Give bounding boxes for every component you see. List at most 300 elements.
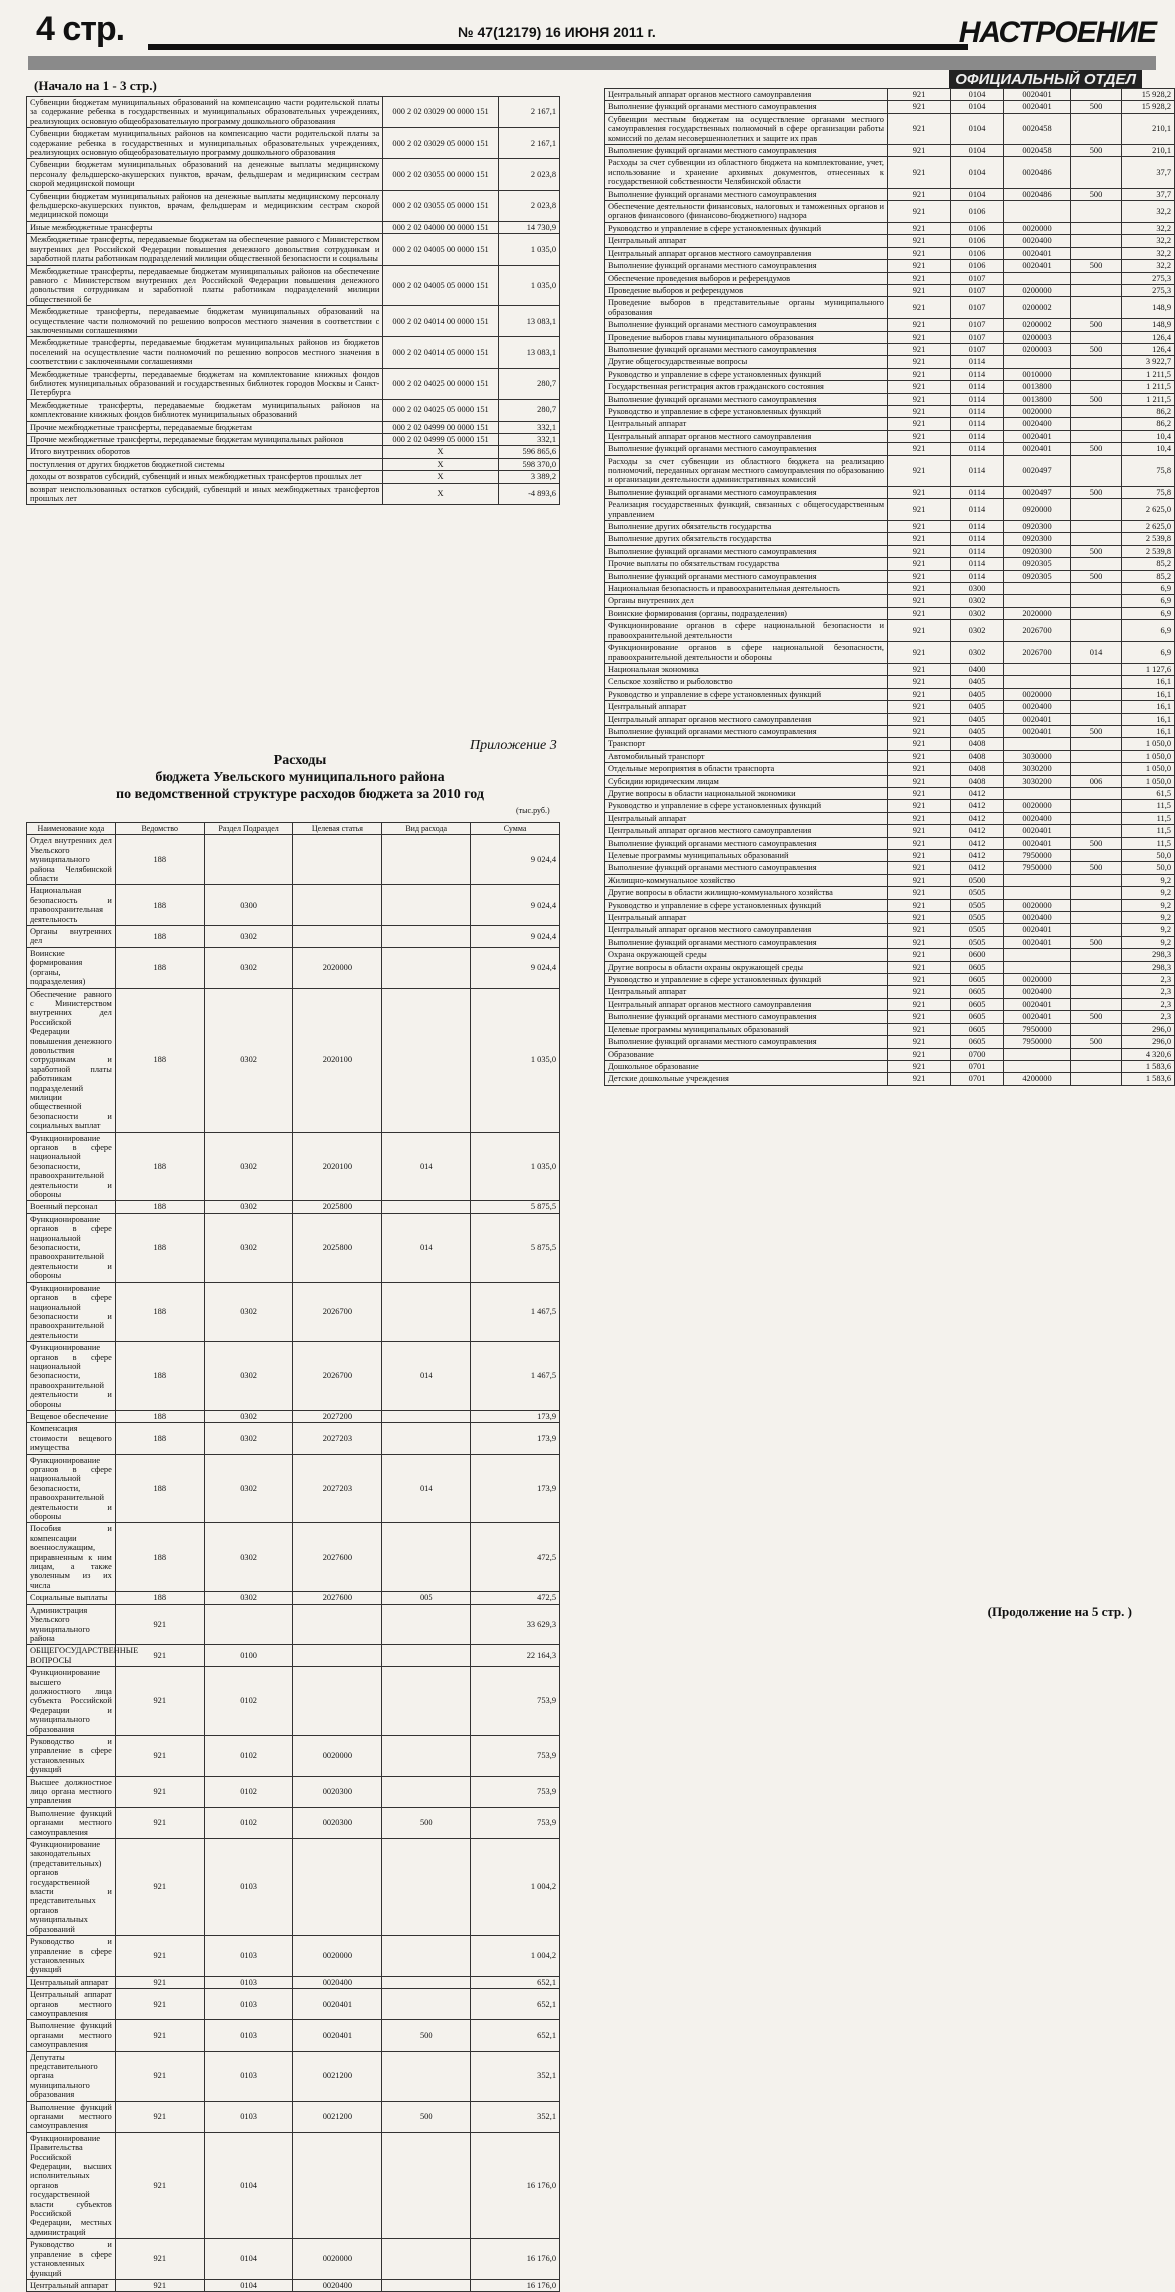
table-row [605,455,1175,486]
table-row [27,421,560,433]
table-cell: 0405 [951,688,1004,700]
table-cell: 500 [1071,725,1122,737]
table-cell: 921 [115,1936,204,1977]
table-row [27,988,560,1132]
table-cell: 0700 [951,1048,1004,1060]
table-row [27,306,560,337]
table-cell: Проведение выборов главы муниципального образования [605,331,888,343]
table-row [605,607,1175,619]
table-cell: 921 [888,713,951,725]
table-row [27,2239,560,2280]
table-cell: 014 [1071,642,1122,664]
table-cell: 921 [115,1976,204,1988]
table-cell: Выполнение функций органами местного самоуправления [605,343,888,355]
table-cell [1071,738,1122,750]
table-cell: 7950000 [1004,1023,1071,1035]
table-cell: 921 [888,235,951,247]
table-cell: 921 [888,775,951,787]
table-row [605,676,1175,688]
table-cell: 2026700 [1004,642,1071,664]
table-cell: 000 2 02 04999 00 0000 151 [383,421,498,433]
table-row [605,701,1175,713]
table-row [27,1645,560,1667]
table-cell: Национальная безопасность и правоохранительная деятельность [27,885,116,926]
table-row [605,356,1175,368]
table-cell: 61,5 [1122,787,1175,799]
table-cell: 210,1 [1122,113,1175,144]
table-cell: Выполнение функций органами местного самоуправления [605,862,888,874]
table-row [27,1213,560,1282]
table-cell: 6,9 [1122,583,1175,595]
table-cell: 921 [888,974,951,986]
table-row [605,558,1175,570]
table-cell: 13 083,1 [498,306,559,337]
table-cell: Расходы за счет субвенции из областного бюджета на реализацию полномочий, переданных органам местного самоуправления по образованию и организации деятельности административных комиссий [605,455,888,486]
table-cell [1071,595,1122,607]
table-cell: Функционирование высшего должностного лица субъекта Российской Федерации и муниципального образования [27,1667,116,1736]
table-cell: 0114 [951,486,1004,498]
table-cell: Администрация Увельского муниципального района [27,1604,116,1645]
table-row [27,1807,560,1838]
table-cell: 1 035,0 [471,1132,560,1201]
table-row [605,961,1175,973]
table-cell: Расходы за счет субвенции из областного бюджета на комплектование, учет, использование и хранение архивных документов, отнесенных к государственной собственности Челябинской области [605,157,888,188]
table-cell: Иные межбюджетные трансферты [27,221,383,233]
table-cell: 0020400 [1004,235,1071,247]
table-cell: Руководство и управление в сфере установленных функций [27,1735,116,1776]
table-cell [382,1282,471,1341]
table-cell: 921 [888,787,951,799]
table-cell: 0114 [951,521,1004,533]
table-cell: 1 583,6 [1122,1060,1175,1072]
table-row [27,483,560,505]
table-cell [1004,595,1071,607]
table-cell: 0114 [951,405,1004,417]
table-cell [382,988,471,1132]
table-row [605,235,1175,247]
table-row [605,713,1175,725]
table-row [27,234,560,265]
table-cell: 921 [115,1839,204,1936]
table-cell [1071,825,1122,837]
table-cell: 0107 [951,272,1004,284]
table-cell [1071,272,1122,284]
table-cell [1071,430,1122,442]
table-row [605,260,1175,272]
table-cell: 500 [1071,443,1122,455]
table-cell: 006 [1071,775,1122,787]
table-row [27,221,560,233]
table-cell: 2020000 [1004,607,1071,619]
table-row [27,2020,560,2051]
table-cell: 921 [888,260,951,272]
table-cell: 32,2 [1122,222,1175,234]
table-cell: 6,9 [1122,642,1175,664]
table-cell: 500 [1071,862,1122,874]
table-cell: 0107 [951,284,1004,296]
table-cell [1071,800,1122,812]
table-cell: 0013800 [1004,393,1071,405]
table-cell: 0405 [951,676,1004,688]
table-cell: 2025800 [293,1201,382,1213]
table-row [605,222,1175,234]
table-cell: 0114 [951,455,1004,486]
table-cell: 0020401 [1004,443,1071,455]
table-cell: Центральный аппарат органов местного самоуправления [605,247,888,259]
table-cell: 0408 [951,763,1004,775]
table-cell: 188 [115,947,204,988]
table-cell: 0920300 [1004,545,1071,557]
table-cell: 0920300 [1004,521,1071,533]
table-cell: 0020401 [1004,260,1071,272]
table-cell: 75,8 [1122,455,1175,486]
table-cell: 921 [888,368,951,380]
table-cell: 921 [888,297,951,319]
table-row [605,343,1175,355]
table-cell: 2020000 [293,947,382,988]
table-row [605,331,1175,343]
table-cell: Выполнение функций органами местного самоуправления [27,2020,116,2051]
table-cell: 500 [382,2101,471,2132]
table-cell: 0020497 [1004,486,1071,498]
table-cell [382,1410,471,1422]
table-cell: 0020401 [1004,430,1071,442]
table-cell: 0302 [204,1523,293,1592]
table-row [605,642,1175,664]
table-cell: 0106 [951,201,1004,223]
table-cell: 0605 [951,1036,1004,1048]
table-cell: 296,0 [1122,1023,1175,1035]
table-cell: 753,9 [471,1735,560,1776]
table-cell: 921 [888,1036,951,1048]
table-cell: 500 [1071,545,1122,557]
table-cell: 000 2 02 04999 05 0000 151 [383,434,498,446]
table-row [605,297,1175,319]
table-cell: 500 [1071,936,1122,948]
table-cell: 9,2 [1122,887,1175,899]
table-cell: 2 167,1 [498,97,559,128]
table-cell: 0408 [951,750,1004,762]
table-cell: 1 211,5 [1122,368,1175,380]
table-cell: 921 [888,521,951,533]
table-cell [1004,887,1071,899]
table-cell [1071,676,1122,688]
table-row [605,620,1175,642]
table-cell: 0405 [951,725,1004,737]
table-cell: 9 024,4 [471,926,560,948]
table-cell: 014 [382,1132,471,1201]
table-cell: 921 [888,418,951,430]
table-cell: 921 [888,837,951,849]
table-cell: 0107 [951,331,1004,343]
table-row [605,101,1175,113]
table-cell [1071,222,1122,234]
units-label: (тыс.руб.) [516,806,550,815]
table-cell: 188 [115,1282,204,1341]
table-cell: Центральный аппарат [605,235,888,247]
table-row [27,835,560,885]
table-cell: 921 [888,319,951,331]
table-cell: 0114 [951,356,1004,368]
table-cell: 0102 [204,1735,293,1776]
table-cell: 0020401 [1004,89,1071,101]
table-cell: 1 050,0 [1122,750,1175,762]
table-cell: Отдел внутренних дел Увельского муниципального района Челябинской области [27,835,116,885]
table-row [605,899,1175,911]
table-cell: Реализация государственных функций, связанных с общегосударственным управлением [605,499,888,521]
table-cell: 921 [115,1604,204,1645]
table-cell: 0412 [951,812,1004,824]
table-cell: 921 [888,1023,951,1035]
table-cell: 16,1 [1122,688,1175,700]
table-cell: 000 2 02 04014 00 0000 151 [383,306,498,337]
table-cell: Центральный аппарат [605,986,888,998]
table-cell: 0020400 [1004,986,1071,998]
table-cell: Воинские формирования (органы, подразделения) [27,947,116,988]
table-cell: Обеспечение проведения выборов и референдумов [605,272,888,284]
table-cell: 921 [888,663,951,675]
table-row [605,800,1175,812]
report-title-line1: Расходы [273,753,327,768]
table-cell: Х [383,483,498,505]
table-cell: Руководство и управление в сфере установленных функций [605,688,888,700]
table-cell: 921 [888,284,951,296]
table-cell [382,1989,471,2020]
table-cell: 000 2 02 04025 05 0000 151 [383,399,498,421]
table-row [27,1735,560,1776]
table-cell [1004,272,1071,284]
table-cell: 0106 [951,260,1004,272]
table-cell: 0302 [204,1423,293,1454]
table-cell [1071,1048,1122,1060]
table-cell: 148,9 [1122,297,1175,319]
table-cell: 921 [888,356,951,368]
table-cell [382,1667,471,1736]
table-cell: 188 [115,1592,204,1604]
table-row [605,89,1175,101]
table-cell: 472,5 [471,1523,560,1592]
table-row [605,763,1175,775]
table-cell: 188 [115,885,204,926]
table-cell: Субсидии юридическим лицам [605,775,888,787]
expense-table-right [604,88,1175,1086]
table-cell [382,1976,471,1988]
table-cell [1071,713,1122,725]
table-cell [382,1523,471,1592]
table-cell: 0020400 [293,1976,382,1988]
table-cell: 0104 [951,145,1004,157]
table-cell: 000 2 02 03055 05 0000 151 [383,190,498,221]
table-cell: Национальная безопасность и правоохранительная деятельность [605,583,888,595]
table-cell: 15 928,2 [1122,101,1175,113]
table-cell: 3030000 [1004,750,1071,762]
table-cell: 0103 [204,1839,293,1936]
table-cell: 0104 [951,101,1004,113]
table-cell: 0020000 [1004,222,1071,234]
table-cell: 0020401 [1004,1011,1071,1023]
table-cell: Руководство и управление в сфере установленных функций [27,1936,116,1977]
table-cell: 000 2 02 04005 05 0000 151 [383,265,498,306]
table-cell: 921 [115,1776,204,1807]
table-cell: Центральный аппарат [605,418,888,430]
table-row [27,1667,560,1736]
table-cell [1071,607,1122,619]
table-cell: Другие общегосударственные вопросы [605,356,888,368]
table-cell: 332,1 [498,434,559,446]
table-cell: 2,3 [1122,1011,1175,1023]
table-cell: 0020401 [293,1989,382,2020]
table-cell: 298,3 [1122,949,1175,961]
table-row [27,1423,560,1454]
table-cell: Прочие выплаты по обязательствам государства [605,558,888,570]
table-cell: 2,3 [1122,986,1175,998]
table-cell: 0605 [951,986,1004,998]
table-cell: Межбюджетные трансферты, передаваемые бюджетам муниципальных районов на обеспечение равного с Министерством внутренних дел Российской Федерации повышения денежного довольствия сотрудникам и заработной платы работникам подразделений милиции общественной бе [27,265,383,306]
table-cell: Выполнение других обязательств государства [605,521,888,533]
table-cell: 9 024,4 [471,947,560,988]
table-cell: 921 [888,331,951,343]
table-cell: 32,2 [1122,201,1175,223]
table-cell: 2 023,8 [498,159,559,190]
table-cell: Выполнение функций органами местного самоуправления [605,1011,888,1023]
table-cell: 0102 [204,1667,293,1736]
table-cell [1004,787,1071,799]
table-cell [382,1645,471,1667]
table-cell: 921 [888,583,951,595]
table-cell: Выполнение функций органами местного самоуправления [605,145,888,157]
table-cell: 0106 [951,222,1004,234]
table-cell [1071,89,1122,101]
table-cell: 188 [115,1410,204,1422]
table-cell: 4 320,6 [1122,1048,1175,1060]
table-cell: Выполнение других обязательств государства [605,533,888,545]
table-cell: 500 [1071,260,1122,272]
table-cell: 37,7 [1122,157,1175,188]
table-cell: 37,7 [1122,188,1175,200]
table-cell: 0114 [951,499,1004,521]
table-cell: 2 539,8 [1122,533,1175,545]
table-cell: 2 625,0 [1122,499,1175,521]
table-cell [1071,998,1122,1010]
table-cell: 921 [888,545,951,557]
table-cell: 921 [888,924,951,936]
table-cell [1071,297,1122,319]
table-cell: 921 [888,430,951,442]
table-row [27,446,560,458]
table-cell: 1 211,5 [1122,393,1175,405]
table-cell [1071,787,1122,799]
table-row [605,368,1175,380]
table-cell: 1 035,0 [498,234,559,265]
table-cell: доходы от возвратов субсидий, субвенций и иных межбюджетных трансфертов прошлых лет [27,471,383,483]
table-row [605,998,1175,1010]
table-cell: 500 [1071,1036,1122,1048]
table-row [27,434,560,446]
table-cell: Субвенции бюджетам муниципальных районов на компенсацию части родительской платы за содержание ребенка в государственных и муниципальных образовательных учреждениях, реализующих основную общеобразовательную программу дошкольного образования [27,128,383,159]
table-cell: 0020300 [293,1807,382,1838]
table-cell [1071,201,1122,223]
table-cell: 9 024,4 [471,885,560,926]
table-row [605,750,1175,762]
table-cell: 0104 [951,157,1004,188]
table-cell: Целевые программы муниципальных образований [605,850,888,862]
table-cell: 0010000 [1004,368,1071,380]
table-cell: Депутаты представительного органа муниципального образования [27,2051,116,2101]
table-row [605,986,1175,998]
table-cell: 500 [1071,1011,1122,1023]
table-cell: 652,1 [471,1989,560,2020]
table-row [27,1201,560,1213]
table-cell: 0920305 [1004,570,1071,582]
table-cell: 11,5 [1122,800,1175,812]
table-cell: Высшее должностное лицо органа местного управления [27,1776,116,1807]
table-cell: 2 023,8 [498,190,559,221]
table-cell: 210,1 [1122,145,1175,157]
table-cell: 0020400 [1004,812,1071,824]
table-cell: 0412 [951,862,1004,874]
table-cell: 7950000 [1004,1036,1071,1048]
table-cell: 75,8 [1122,486,1175,498]
table-row [605,595,1175,607]
table-row [27,885,560,926]
table-cell: 0020401 [293,2020,382,2051]
table-cell: 0021200 [293,2101,382,2132]
table-cell: 472,5 [471,1592,560,1604]
table-cell: Функционирование органов в сфере национальной безопасности и правоохранительной деятельности [27,1282,116,1341]
table-cell: 10,4 [1122,443,1175,455]
table-cell: 11,5 [1122,825,1175,837]
table-cell: 753,9 [471,1667,560,1736]
section-title: НАСТРОЕНИЕ [958,16,1156,49]
table-row [27,1976,560,1988]
table-row [605,272,1175,284]
table-cell [293,926,382,948]
table-cell: 0412 [951,825,1004,837]
table-cell: 188 [115,1213,204,1282]
table-cell: 0103 [204,1936,293,1977]
table-cell: 921 [888,949,951,961]
table-cell: Субвенции бюджетам муниципальных образований на компенсацию части родительской платы за содержание ребенка в государственных и муниципальных образовательных учреждениях, реализующих основную общеобразовательную программу дошкольного образования [27,97,383,128]
table-cell: ОБЩЕГОСУДАРСТВЕННЫЕ ВОПРОСЫ [27,1645,116,1667]
table-cell [1071,331,1122,343]
table-cell: 85,2 [1122,558,1175,570]
table-cell: 0020401 [1004,713,1071,725]
table-cell: 2026700 [293,1342,382,1411]
table-cell: 921 [888,998,951,1010]
table-cell: 6,9 [1122,620,1175,642]
masthead-rule [148,44,968,50]
table-cell: 0020000 [293,1936,382,1977]
table-row [27,2132,560,2238]
table-cell: 126,4 [1122,331,1175,343]
table-row [27,1776,560,1807]
masthead-bar [28,56,1156,70]
table-cell: 1 127,6 [1122,663,1175,675]
table-row [27,947,560,988]
table-cell: 0605 [951,998,1004,1010]
table-cell: 0020000 [1004,899,1071,911]
table-cell [1071,499,1122,521]
table-row [605,974,1175,986]
table-row [27,1454,560,1523]
table-cell: 2027200 [293,1410,382,1422]
table-cell: 0020400 [1004,701,1071,713]
table-cell: 352,1 [471,2101,560,2132]
table-cell: Х [383,471,498,483]
table-cell: 921 [888,1011,951,1023]
table-cell [1071,521,1122,533]
table-cell: 921 [115,2279,204,2291]
